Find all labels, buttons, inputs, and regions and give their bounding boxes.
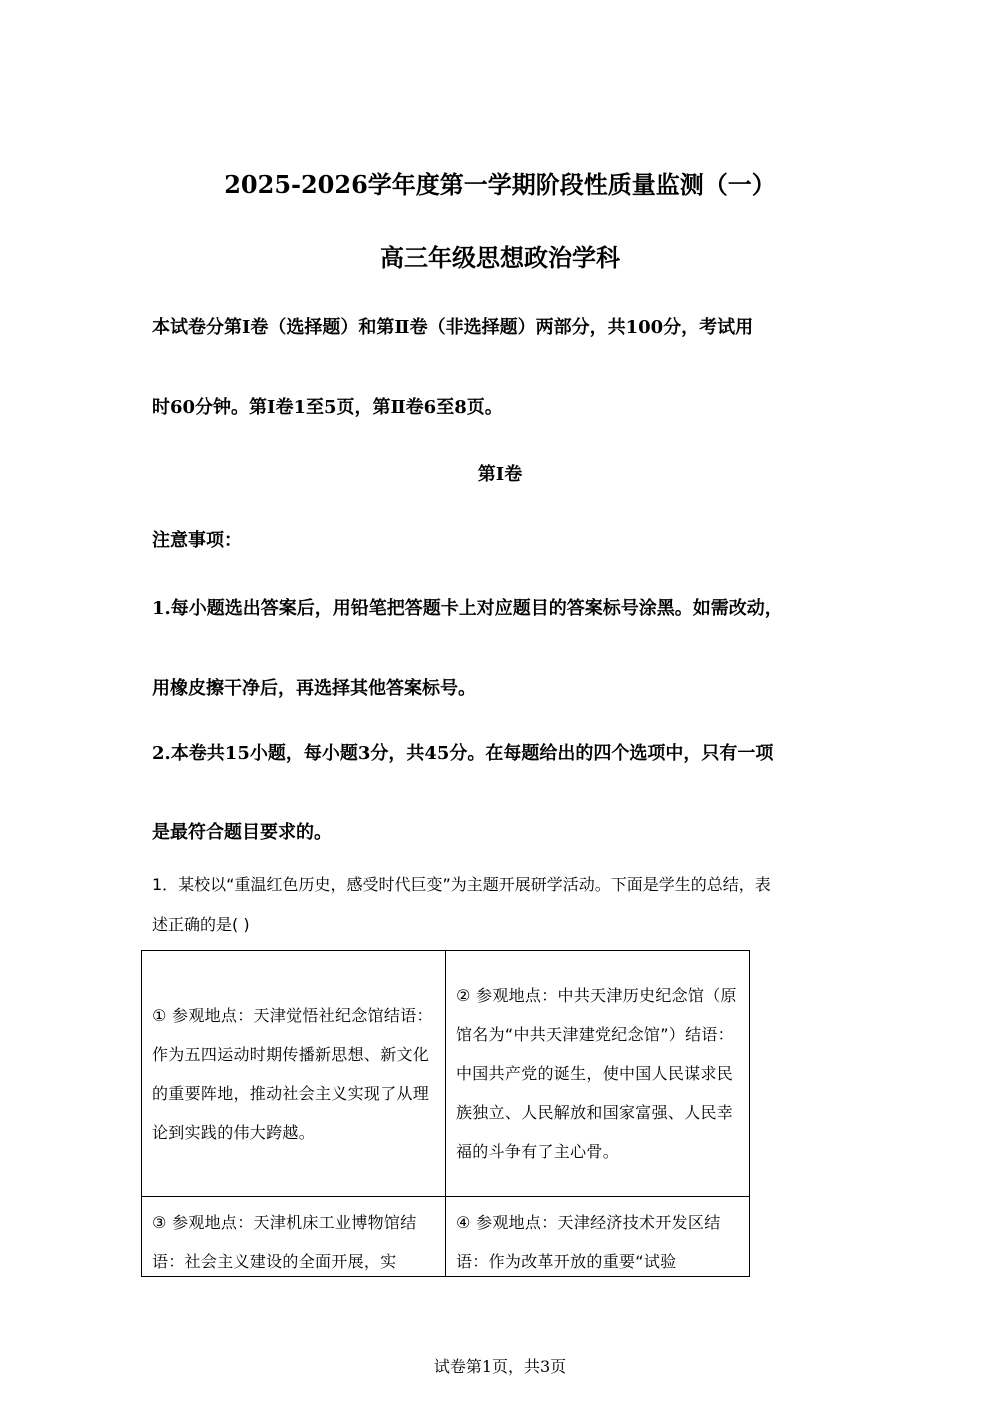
question-1-options-table [141, 950, 750, 1277]
option-3-text: ③ 参观地点：天津机床工业博物馆结语：社会主义建设的全面开展，实 [152, 1213, 417, 1271]
question-1-stem-line-1: 1．某校以“重温红色历史，感受时代巨变”为主题开展研学活动。下面是学生的总结，表 [152, 875, 771, 894]
option-cell-3 [142, 1197, 446, 1276]
option-1-text: ① 参观地点：天津觉悟社纪念馆结语：作为五四运动时期传播新思想、新文化的重要阵地，推动社会主义实现了从理论到实践的伟大跨越。 [152, 1005, 433, 1142]
question-1-stem-line-2: 述正确的是( ) [152, 915, 250, 934]
option-cell-4 [446, 1197, 749, 1276]
exam-subtitle: 高三年级思想政治学科 [380, 243, 620, 272]
note-2-line-2: 是最符合题目要求的。 [152, 822, 332, 843]
note-2-line-1: 2.本卷共15小题，每小题3分，共45分。在每题给出的四个选项中，只有一项 [152, 743, 774, 764]
note-1-line-1: 1.每小题选出答案后，用铅笔把答题卡上对应题目的答案标号涂黑。如需改动， [152, 598, 783, 619]
page-footer: 试卷第1页，共3页 [433, 1357, 567, 1376]
intro-line-2: 时60分钟。第Ⅰ卷1至5页，第Ⅱ卷6至8页。 [152, 397, 503, 418]
option-4-text: ④ 参观地点：天津经济技术开发区结语：作为改革开放的重要“试验 [456, 1213, 721, 1271]
option-cell-2 [446, 951, 749, 1197]
intro-line-1: 本试卷分第Ⅰ卷（选择题）和第Ⅱ卷（非选择题）两部分，共100分，考试用 [152, 317, 754, 338]
option-cell-1 [142, 951, 446, 1197]
section-label: 第Ⅰ卷 [477, 464, 523, 485]
notes-heading: 注意事项： [152, 530, 242, 551]
note-1-line-2: 用橡皮擦干净后，再选择其他答案标号。 [152, 678, 476, 699]
exam-title: 2025-2026学年度第一学期阶段性质量监测（一） [224, 170, 776, 199]
option-2-text: ② 参观地点：中共天津历史纪念馆（原馆名为“中共天津建党纪念馆”）结语：中国共产党的诞生，使中国人民谋求民族独立、人民解放和国家富强、人民幸福的斗争有了主心骨。 [456, 986, 737, 1161]
